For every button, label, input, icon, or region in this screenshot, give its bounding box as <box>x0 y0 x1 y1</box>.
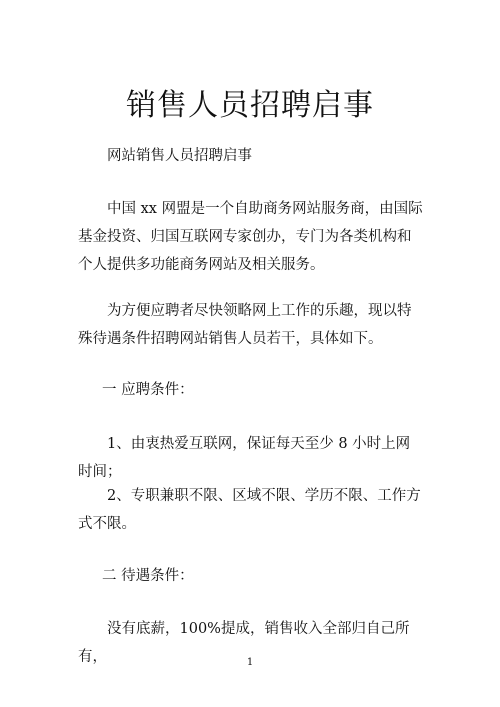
section-heading-benefits: 二 待遇条件： <box>102 568 194 584</box>
section-heading-requirements: 一 应聘条件： <box>102 382 194 398</box>
document-title: 销售人员招聘启事 <box>126 88 374 123</box>
page-number: 1 <box>246 657 254 668</box>
requirement-item-1: 1、由衷热爱互联网，保证每天至少 8 小时上网时间； <box>78 436 411 480</box>
benefits-paragraph: 没有底薪，100%提成，销售收入全部归自己所有， <box>78 621 410 665</box>
subtitle-paragraph: 网站销售人员招聘启事 <box>107 148 252 164</box>
requirement-item-2: 2、专职兼职不限、区域不限、学历不限、工作方式不限。 <box>78 488 421 532</box>
intro-paragraph: 中国 xx 网盟是一个自助商务网站服务商，由国际基金投资、归国互联网专家创办，专门为各类机构和个人提供多功能商务网站及相关服务。 <box>78 201 423 273</box>
purpose-paragraph: 为方便应聘者尽快领略网上工作的乐趣，现以特殊待遇条件招聘网站销售人员若干，具体如下。 <box>78 303 412 347</box>
